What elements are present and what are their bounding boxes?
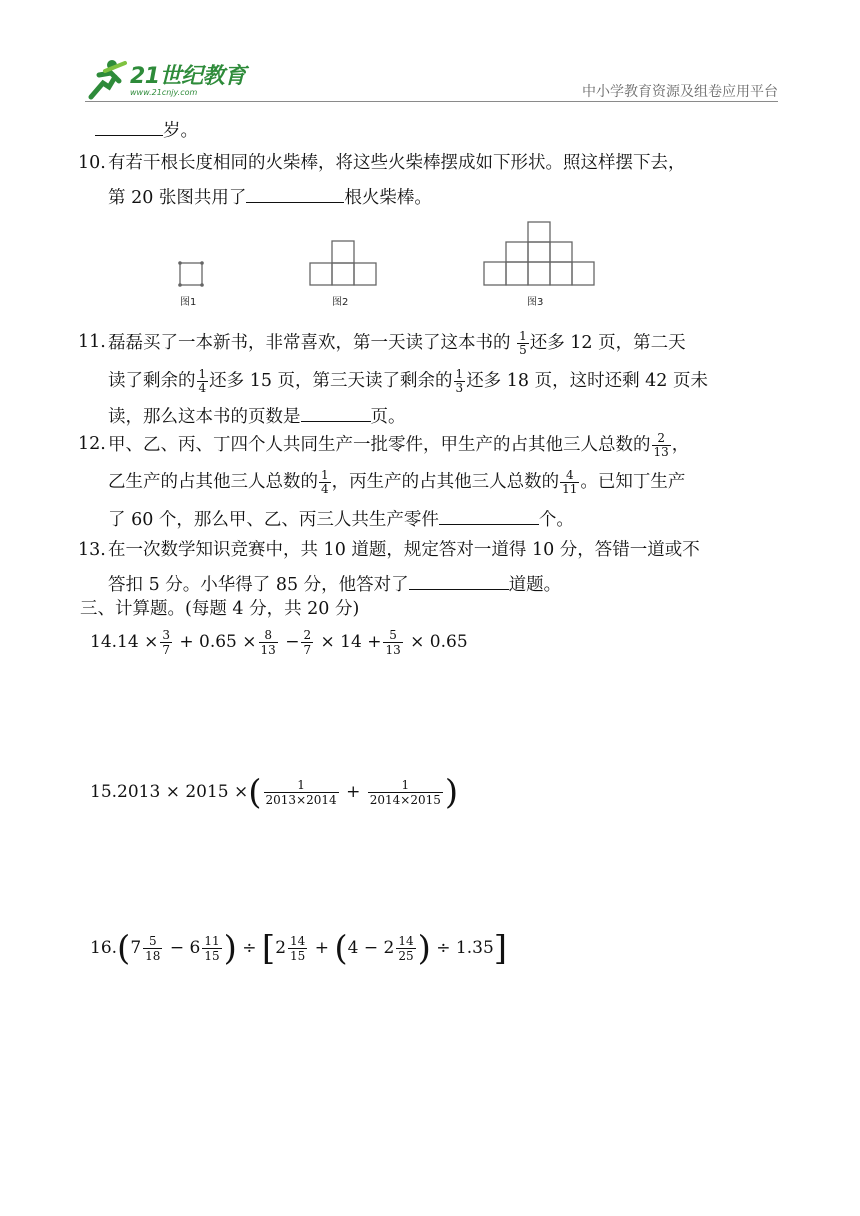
figure-1: [180, 263, 202, 285]
answer-blank: [439, 506, 539, 525]
figure-2: [310, 241, 376, 285]
q16-expression: 16.(7 $\frac{5}{18}$ − 6 $\frac{11}{15}$ ) ÷ [2 $\frac{14}{15}$ + (4 − 2 $\frac{14}{25}$ ) ÷ 1.35]: [90, 928, 508, 969]
q10-line2: 第 20 张图共用了 根火柴棒。: [108, 184, 432, 210]
q10-line1: 有若干根长度相同的火柴棒，将这些火柴棒摆成如下形状。照这样摆下去，: [108, 153, 686, 173]
section-title: 三、计算题。(每题 4 分，共 20 分): [80, 599, 360, 619]
q11-line1: 磊磊买了一本新书，非常喜欢，第一天读了这本书的 $\frac{1}{5}$ 还多 12 页，第二天: [108, 329, 686, 357]
q12-line3: 了 60 个，那么甲、乙、丙三人共生产零件 个。: [108, 506, 574, 532]
answer-blank: [246, 184, 344, 203]
header-tagline: 中小学教育资源及组卷应用平台: [582, 84, 778, 100]
figure-2-caption: 图2: [332, 297, 349, 308]
question-number: 10.: [78, 153, 106, 173]
q13-line2: 答扣 5 分。小华得了 85 分，他答对了 道题。: [108, 571, 561, 597]
q14-expression: 14.14 × $\frac{3}{7}$ + 0.65 × $\frac{8}{13}$ − $\frac{2}{7}$ × 14 + $\frac{5}{13}$ × 0.65: [90, 628, 468, 657]
figure-1-joints: [178, 261, 204, 287]
matchstick-figures: [160, 215, 620, 315]
question-number: 11.: [78, 332, 106, 352]
runner-logo-icon: [85, 57, 129, 101]
q12-line1: 甲、乙、丙、丁四个人共同生产一批零件，甲生产的占其他三人总数的 $\frac{2}{13}$ ，: [108, 431, 690, 459]
q11-line3: 读，那么这本书的页数是 页。: [108, 403, 406, 429]
answer-blank: [409, 571, 509, 590]
question-number: 12.: [78, 434, 106, 454]
q9-tail: 岁。: [95, 117, 198, 143]
header-divider: [85, 101, 778, 102]
q15-expression: 15.2013 × 2015 ×( $\frac{1}{2013\times 2014}$ + $\frac{1}{2014\times 2015}$ ): [90, 772, 459, 813]
figure-3: [484, 222, 594, 285]
q12-line2: 乙生产的占其他三人总数的 $\frac{1}{4}$ ，丙生产的占其他三人总数的 $\frac{4}{11}$ 。已知丁生产: [108, 468, 686, 496]
logo: [85, 55, 255, 103]
answer-blank: [95, 117, 163, 136]
answer-blank: [301, 403, 371, 422]
figure-3-caption: 图3: [527, 297, 544, 308]
question-number: 13.: [78, 540, 106, 560]
logo-url: www.21cnjy.com: [130, 88, 198, 97]
q11-line2: 读了剩余的 $\frac{1}{4}$ 还多 15 页，第三天读了剩余的 $\frac{1}{3}$ 还多 18 页，这时还剩 42 页未: [108, 367, 708, 395]
logo-text: 21世纪教育: [130, 64, 246, 89]
q13-line1: 在一次数学知识竞赛中，共 10 道题，规定答对一道得 10 分，答错一道或不: [108, 540, 700, 560]
figure-1-caption: 图1: [180, 297, 197, 308]
